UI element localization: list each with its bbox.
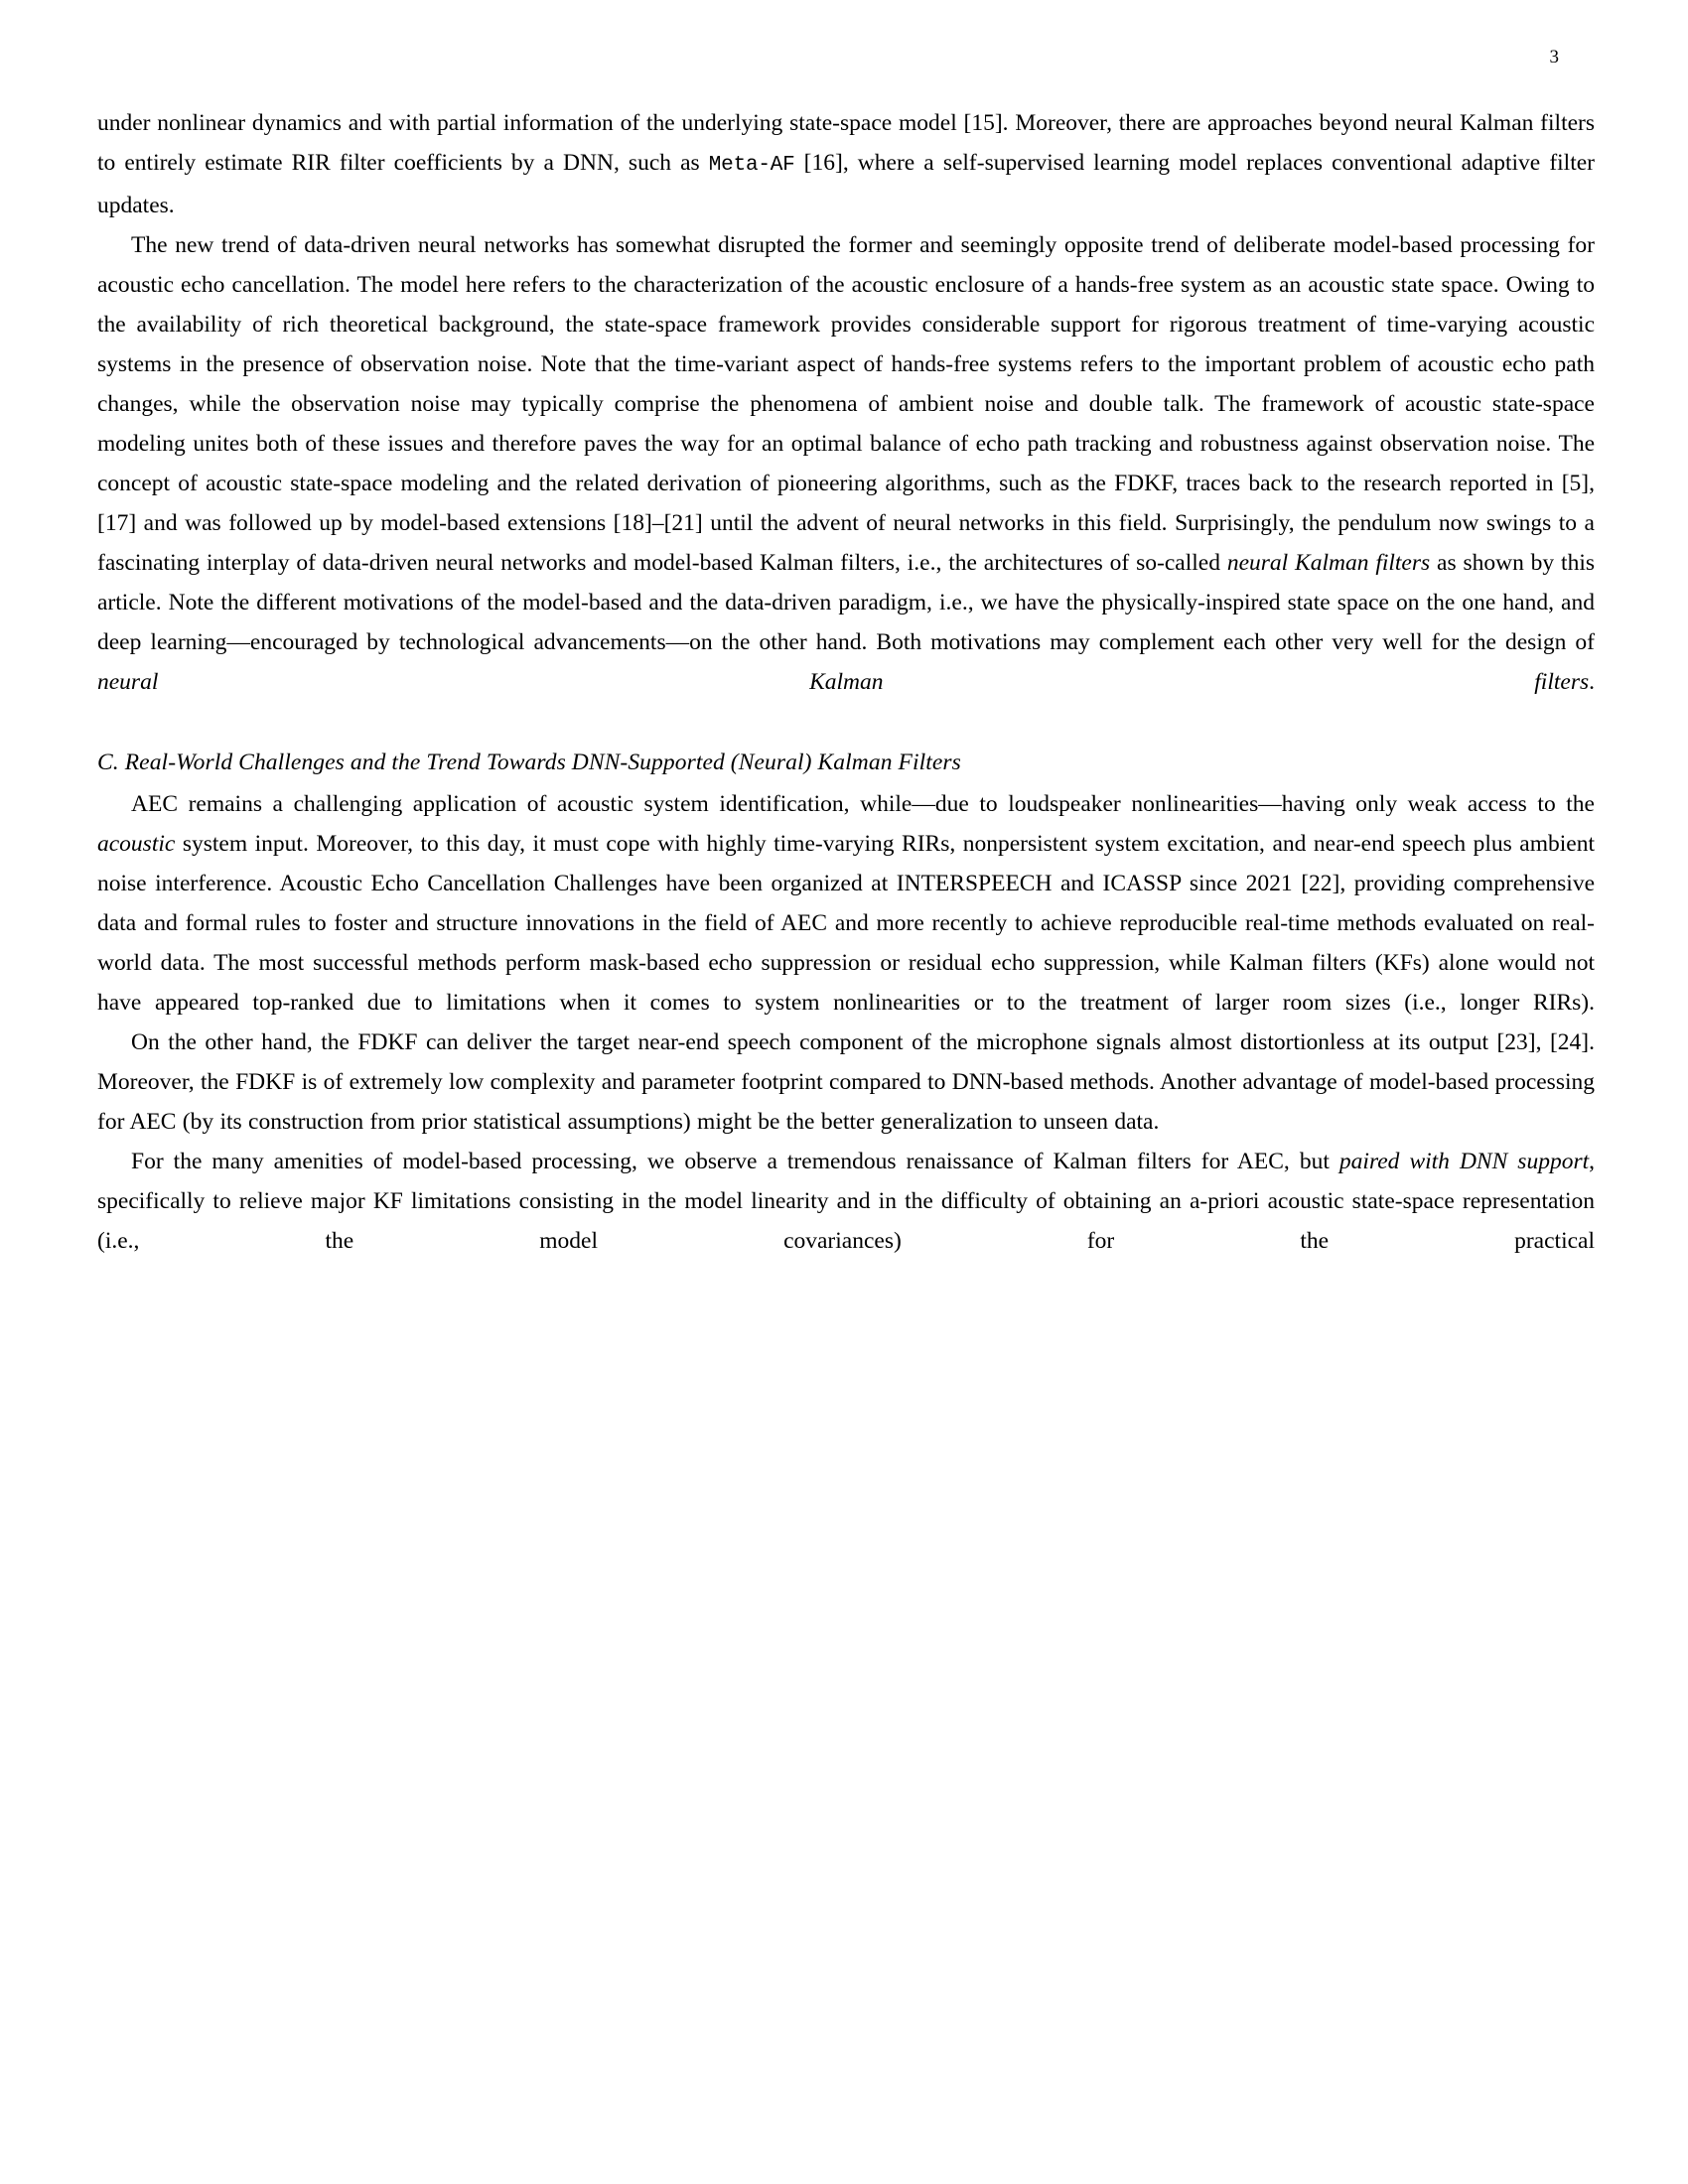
page-number: 3 <box>1549 47 1559 68</box>
paragraph-2 <box>97 225 1595 702</box>
body-text: AEC remains a challenging application of acoustic system identification, while—due to loudspeaker nonlinearities—having only weak access to the <box>131 791 1595 817</box>
section-heading-c: C. Real-World Challenges and the Trend Towards DNN-Supported (Neural) Kalman Filters <box>97 750 961 775</box>
paragraph-4 <box>97 1023 1595 1142</box>
body-text: . <box>1589 669 1595 695</box>
body-text: The new trend of data-driven neural networks has somewhat disrupted the former and seemingly opposite trend of deliberate model-based processing for acoustic echo cancellation. The model here refers to the characterization of the acoustic enclosure of a hands-free system as an acoustic state space. Owing to the availability of rich theoretical background, the state-space framework provides considerable support for rigorous treatment of time-varying acoustic systems in the presence of observation noise. Note that the time-variant aspect of hands-free systems refers to the important problem of acoustic echo path changes, while the observation noise may typically comprise the phenomena of ambient noise and double talk. The framework of acoustic state-space modeling unites both of these issues and therefore paves the way for an optimal balance of echo path tracking and robustness against observation noise. The concept of acoustic state-space modeling and the related derivation of pioneering algorithms, such as the FDKF, traces back to the research reported in [5], [17] and was followed up by model-based extensions [18]–[21] until the advent of neural networks in this field. Surprisingly, the pendulum now swings to a fascinating interplay of data-driven neural networks and model-based Kalman filters, i.e., the architectures of so-called <box>97 232 1595 576</box>
paragraph-1 <box>97 103 1595 225</box>
body-text: For the many amenities of model-based processing, we observe a tremendous renaissance of Kalman filters for AEC, but <box>131 1149 1339 1174</box>
paragraph-3 <box>97 784 1595 1023</box>
body-text: under nonlinear dynamics and with partial information of the underlying state-space model [15]. Moreover, there are approaches beyond neural Kalman filters to entirely estimate RIR filter coefficients by a DNN, such as <box>97 110 1595 176</box>
emphasis-text: neural Kalman filters <box>1226 550 1431 576</box>
emphasis-text: neural Kalman filters <box>97 669 1590 695</box>
body-text: as shown by this article. Note the different motivations of the model-based and the data-driven paradigm, i.e., we have the physically-inspired state space on the one hand, and deep learning—encouraged by technological advancements—on the other hand. Both motivations may complement each other very well for the design of <box>97 550 1596 655</box>
spacer-before-section-heading <box>97 702 1595 743</box>
body-text: On the other hand, the FDKF can deliver the target near-end speech component of the microphone signals almost distortionless at its output [23], [24]. Moreover, the FDKF is of extremely low complexity and parameter footprint compared to DNN-based methods. Another advantage of model-based processing for AEC (by its construction from prior statistical assumptions) might be the better generalization to unseen data. <box>97 1029 1595 1135</box>
body-text: system input. Moreover, to this day, it must cope with highly time-varying RIRs, nonpersistent system excitation, and near-end speech plus ambient noise interference. Acoustic Echo Cancellation Challenges have been organized at INTERSPEECH and ICASSP since 2021 [22], providing comprehensive data and formal rules to foster and structure innovations in the field of AEC and more recently to achieve reproducible real-time methods evaluated on real-world data. The most successful methods perform mask-based echo suppression or residual echo suppression, while Kalman filters (KFs) alone would not have appeared top-ranked due to limitations when it comes to system nonlinearities or to the treatment of larger room sizes (i.e., longer RIRs). <box>97 831 1595 1016</box>
emphasis-text: acoustic <box>97 831 176 857</box>
body-text: , specifically to relieve major KF limitations consisting in the model linearity and in the difficulty of obtaining an a-priori acoustic state-space representation (i.e., the model covariances) for the practical <box>97 1149 1596 1254</box>
emphasis-text: paired with DNN support <box>1338 1149 1590 1174</box>
inline-code: Meta-AF <box>708 154 795 177</box>
paragraph-5 <box>97 1142 1595 1261</box>
body-text: [16], where a self-supervised learning model replaces conventional adaptive filter updates. <box>97 150 1595 218</box>
body-text-column <box>97 103 1595 1261</box>
